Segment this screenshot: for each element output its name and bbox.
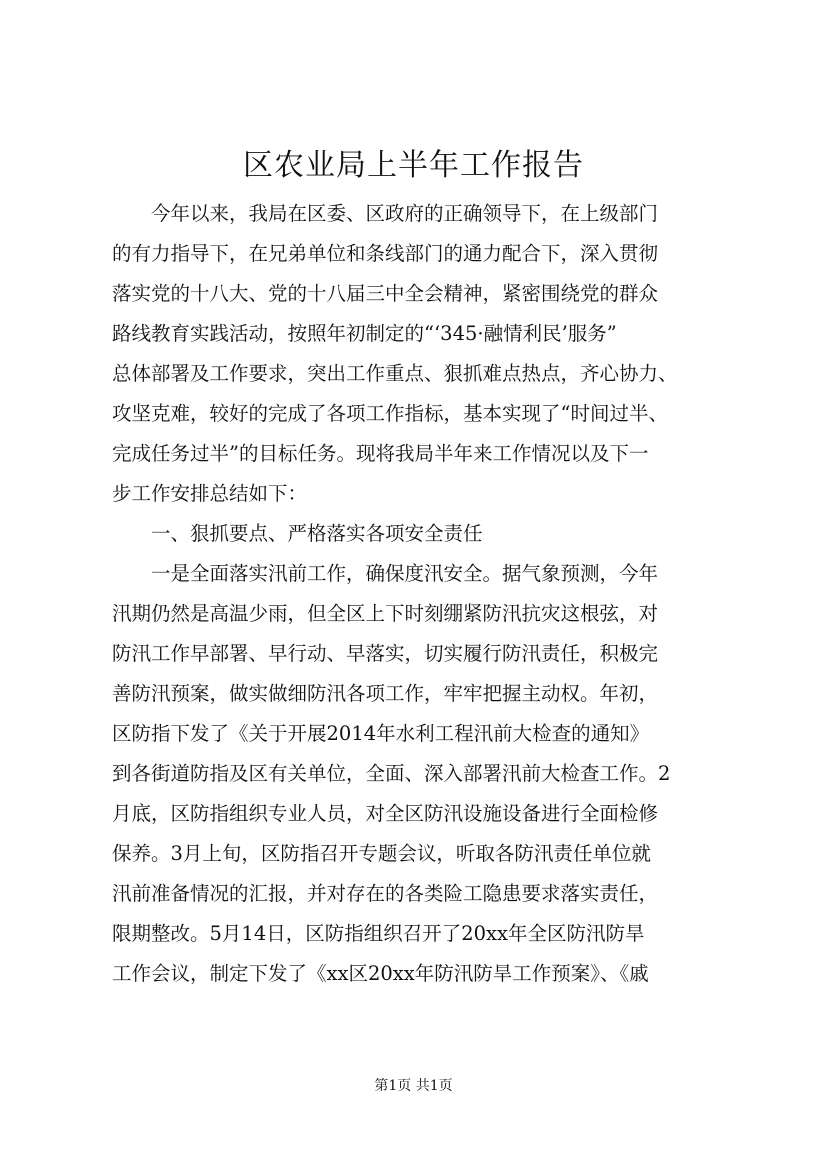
body-line: 善防汛预案，做实做细防汛各项工作，牢牢把握主动权。年初， [112, 682, 659, 705]
body-line: 限期整改。5月14日，区防指组织召开了20xx年全区防汛防旱 [112, 922, 645, 945]
body-line: 汛前准备情况的汇报，并对存在的各类险工隐患要求落实责任， [112, 882, 659, 905]
page-number: 第1页 共1页 [374, 1078, 453, 1094]
body-line: 汛期仍然是高温少雨，但全区上下时刻绷紧防汛抗灾这根弦，对 [112, 602, 659, 625]
body-line: 保养。3月上旬，区防指召开专题会议，听取各防汛责任单位就 [112, 842, 651, 865]
body-line: 攻坚克难，较好的完成了各项工作指标，基本实现了“时间过半、 [112, 402, 668, 425]
body-line: 区防指下发了《关于开展2014年水利工程汛前大检查的通知》 [112, 722, 650, 745]
body-line: 一是全面落实汛前工作，确保度汛安全。据气象预测，今年 [112, 562, 659, 585]
document-body [112, 194, 717, 994]
document-title: 区农业局上半年工作报告 [243, 148, 584, 183]
body-line: 月底，区防指组织专业人员，对全区防汛设施设备进行全面检修 [112, 802, 659, 825]
body-line: 完成任务过半”的目标任务。现将我局半年来工作情况以及下一 [112, 442, 649, 465]
body-line: 到各街道防指及区有关单位，全面、深入部署汛前大检查工作。2 [112, 762, 671, 785]
body-line: 落实党的十八大、党的十八届三中全会精神，紧密围绕党的群众 [112, 282, 659, 305]
body-line: 步工作安排总结如下： [112, 482, 308, 505]
body-line: 防汛工作早部署、早行动、早落实，切实履行防汛责任，积极完 [112, 642, 659, 665]
body-line: 工作会议，制定下发了《xx区20xx年防汛防旱工作预案》、《戚 [112, 962, 649, 985]
section-heading: 一、狠抓要点、严格落实各项安全责任 [112, 522, 483, 545]
body-line: 的有力指导下，在兄弟单位和条线部门的通力配合下，深入贯彻 [112, 242, 659, 265]
body-line: 今年以来，我局在区委、区政府的正确领导下，在上级部门 [112, 202, 659, 225]
body-line: 路线教育实践活动，按照年初制定的“‘345·融情利民’服务” [112, 322, 617, 345]
body-line: 总体部署及工作要求，突出工作重点、狠抓难点热点，齐心协力、 [112, 362, 678, 385]
